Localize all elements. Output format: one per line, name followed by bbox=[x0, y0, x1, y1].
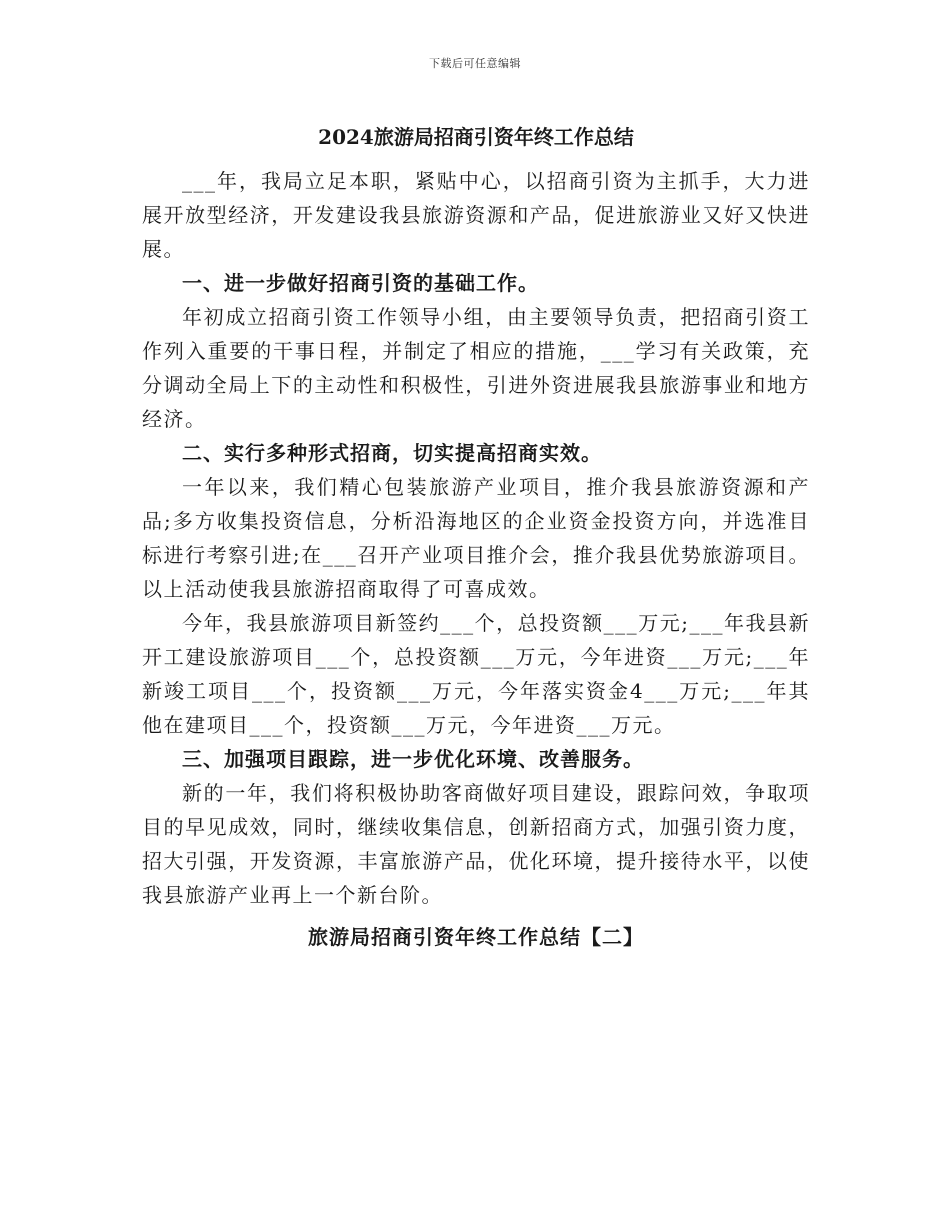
paragraph-section-3: 新的一年，我们将积极协助客商做好项目建设，跟踪问效，争取项目的早见成效，同时，继续收集信息，创新招商方式，加强引资力度，招大引强，开发资源，丰富旅游产品，优化环境，提升接待水平，以使我县旅游产业再上一个新台阶。 bbox=[142, 781, 810, 907]
document-subtitle: 旅游局招商引资年终工作总结【二】 bbox=[308, 925, 644, 949]
header-note: 下载后可任意编辑 bbox=[429, 57, 521, 70]
paragraph-section-2-stats: 今年，我县旅游项目新签约___个，总投资额___万元;___年我县新开工建设旅游项目___个，总投资额___万元，今年进资___万元;___年新竣工项目___个，投资额___万元，今年落实资金4___万元;___年其他在建项目___个，投资额___万元，今年进资___万元。 bbox=[142, 611, 810, 737]
section-heading-1: 一、进一步做好招商引资的基础工作。 bbox=[182, 271, 539, 295]
paragraph-section-2: 一年以来，我们精心包装旅游产业项目，推介我县旅游资源和产品;多方收集投资信息，分析沿海地区的企业资金投资方向，并选准目标进行考察引进;在___召开产业项目推介会，推介我县优势旅游项目。以上活动使我县旅游招商取得了可喜成效。 bbox=[142, 475, 810, 601]
document-body bbox=[142, 120, 810, 954]
document-title: 2024旅游局招商引资年终工作总结 bbox=[318, 125, 634, 149]
paragraph-intro: ___年，我局立足本职，紧贴中心，以招商引资为主抓手，大力进展开放型经济，开发建设我县旅游资源和产品，促进旅游业又好又快进展。 bbox=[142, 169, 810, 261]
section-heading-2: 二、实行多种形式招商，切实提高招商实效。 bbox=[182, 441, 602, 465]
section-heading-3: 三、加强项目跟踪，进一步优化环境、改善服务。 bbox=[182, 747, 644, 771]
paragraph-section-1: 年初成立招商引资工作领导小组，由主要领导负责，把招商引资工作列入重要的干事日程，并制定了相应的措施，___学习有关政策，充分调动全局上下的主动性和积极性，引进外资进展我县旅游事业和地方经济。 bbox=[142, 305, 810, 431]
